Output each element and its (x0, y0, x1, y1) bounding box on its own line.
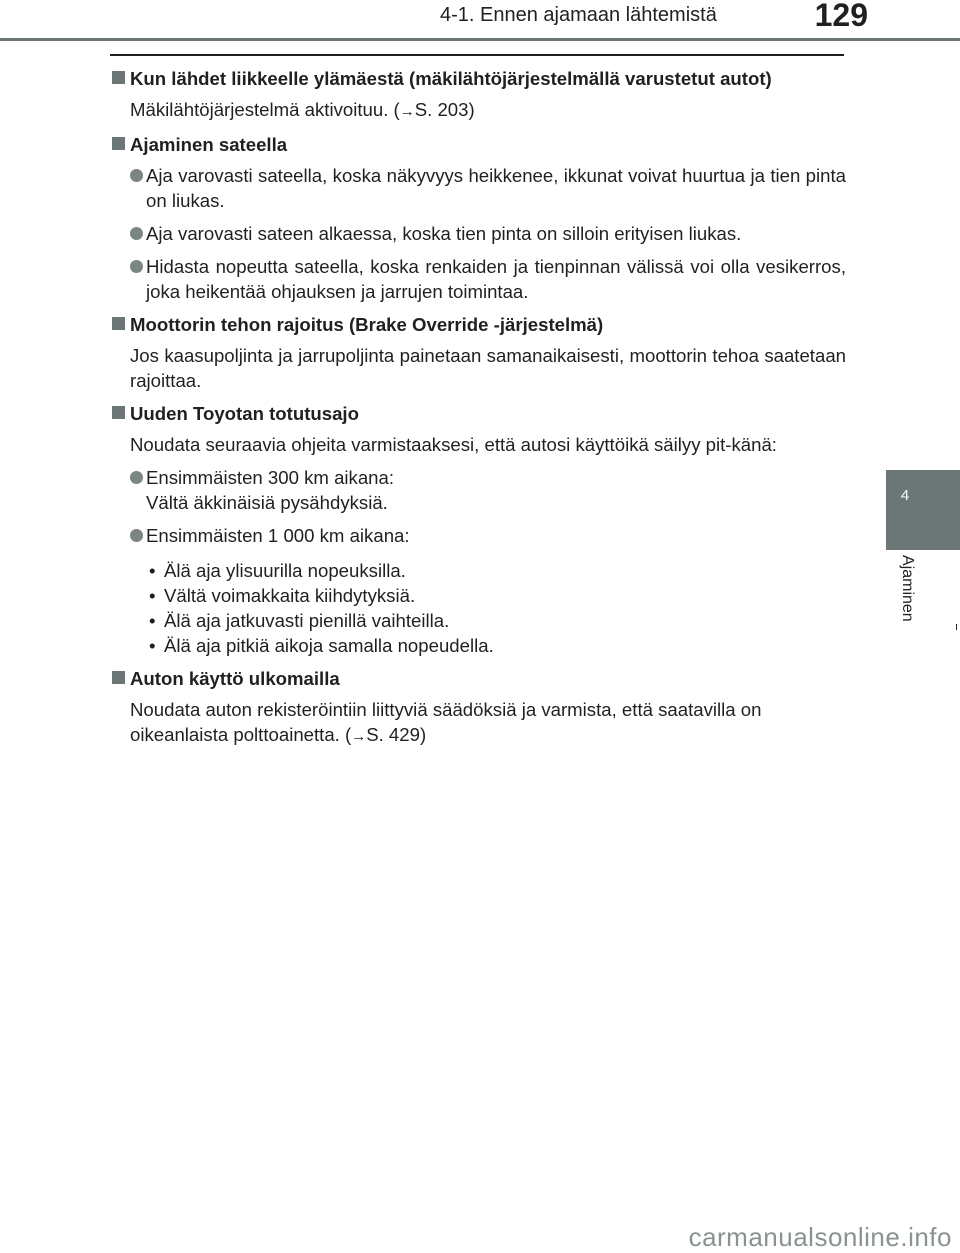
dot-icon: • (149, 560, 156, 581)
dot-icon: • (149, 610, 156, 631)
circle-bullet-icon (130, 227, 143, 240)
section-heading (110, 401, 846, 426)
sub-list-item-text: Älä aja ylisuurilla nopeuksilla. (164, 560, 406, 581)
circle-bullet-icon (130, 169, 143, 182)
header-title: 4-1. Ennen ajamaan lähtemistä (440, 4, 717, 26)
header-rule (0, 38, 960, 41)
sub-list-item (146, 583, 846, 608)
section-paragraph: Jos kaasupoljinta ja jarrupoljinta painetaan samanaikaisesti, moottorin tehoa saatetaan rajoittaa. (130, 345, 846, 391)
square-bullet-icon (112, 137, 125, 150)
section-heading (110, 132, 846, 157)
section-break-in (110, 401, 846, 658)
section-heading-text: Moottorin tehon rajoitus (Brake Override -järjestelmä) (130, 314, 604, 335)
sub-list-item (146, 608, 846, 633)
square-bullet-icon (112, 671, 125, 684)
list-item-text: Vältä äkkinäisiä pysähdyksiä. (146, 492, 388, 513)
circle-bullet-icon (130, 529, 143, 542)
sub-list (146, 558, 846, 658)
dot-icon: • (149, 635, 156, 656)
paragraph-text: Noudata auton rekisteröintiin liittyviä säädöksiä ja varmista, että saatavilla on oikeanlaista polttoainetta. ( (130, 699, 762, 745)
section-heading-text: Ajaminen sateella (130, 134, 288, 155)
square-bullet-icon (112, 317, 125, 330)
circle-bullet-icon (130, 471, 143, 484)
sub-list-item-text: Älä aja jatkuvasti pienillä vaihteilla. (164, 610, 450, 631)
section-abroad (110, 666, 846, 749)
section-brake-override (110, 312, 846, 393)
section-rain-driving (110, 132, 846, 304)
page-content (110, 66, 846, 757)
sub-list-item-text: Vältä voimakkaita kiihdytyksiä. (164, 585, 416, 606)
section-paragraph (130, 97, 846, 124)
list-item (130, 254, 846, 304)
section-heading-text: Uuden Toyotan totutusajo (130, 403, 359, 424)
arrow-right-icon: → (399, 103, 415, 120)
sub-list-item (146, 633, 846, 658)
section-heading (110, 666, 846, 691)
list-item-text: Aja varovasti sateen alkaessa, koska tien pinta on silloin erityisen liukas. (146, 223, 742, 244)
arrow-right-icon: → (351, 728, 367, 745)
circle-bullet-icon (130, 260, 143, 273)
section-heading (110, 312, 846, 337)
chapter-tab (886, 470, 960, 550)
list-item (130, 465, 846, 515)
list-item-text: Ensimmäisten 300 km aikana: (146, 467, 395, 488)
square-bullet-icon (112, 71, 125, 84)
square-bullet-icon (112, 406, 125, 419)
sub-list-item (146, 558, 846, 583)
section-heading-text: Kun lähdet liikkeelle ylämäestä (mäkilähtöjärjestelmällä varustetut autot) (130, 68, 772, 89)
page-reference[interactable]: S. 429) (366, 724, 427, 745)
dot-icon: • (149, 585, 156, 606)
paragraph-text: Mäkilähtöjärjestelmä aktivoituu. ( (130, 99, 400, 120)
chapter-tab-number: 4 (900, 487, 910, 504)
section-paragraph (130, 697, 846, 749)
watermark: carmanualsonline.info (688, 1222, 952, 1252)
section-hill-start (110, 66, 846, 124)
chapter-tick (956, 624, 957, 630)
page-reference[interactable]: S. 203) (414, 99, 475, 120)
chapter-label: Ajaminen (899, 555, 916, 622)
list-item (130, 523, 846, 548)
sub-list-item-text: Älä aja pitkiä aikoja samalla nopeudella. (164, 635, 494, 656)
page-number: 129 (814, 0, 868, 33)
list-item-text: Aja varovasti sateella, koska näkyvyys heikkenee, ikkunat voivat huurtua ja tien pinta on liukas. (146, 165, 846, 211)
list-item-text: Ensimmäisten 1 000 km aikana: (146, 525, 410, 546)
section-heading (110, 66, 846, 91)
section-paragraph: Noudata seuraavia ohjeita varmistaaksesi, että autosi käyttöikä säilyy pit-känä: (130, 434, 777, 455)
list-item-text: Hidasta nopeutta sateella, koska renkaiden ja tienpinnan välissä voi olla vesikerros, joka heikentää ohjauksen ja jarrujen toimintaa. (146, 256, 846, 302)
section-heading-text: Auton käyttö ulkomailla (130, 668, 340, 689)
list-item (130, 163, 846, 213)
list-item (130, 221, 846, 246)
content-rule (110, 54, 844, 56)
